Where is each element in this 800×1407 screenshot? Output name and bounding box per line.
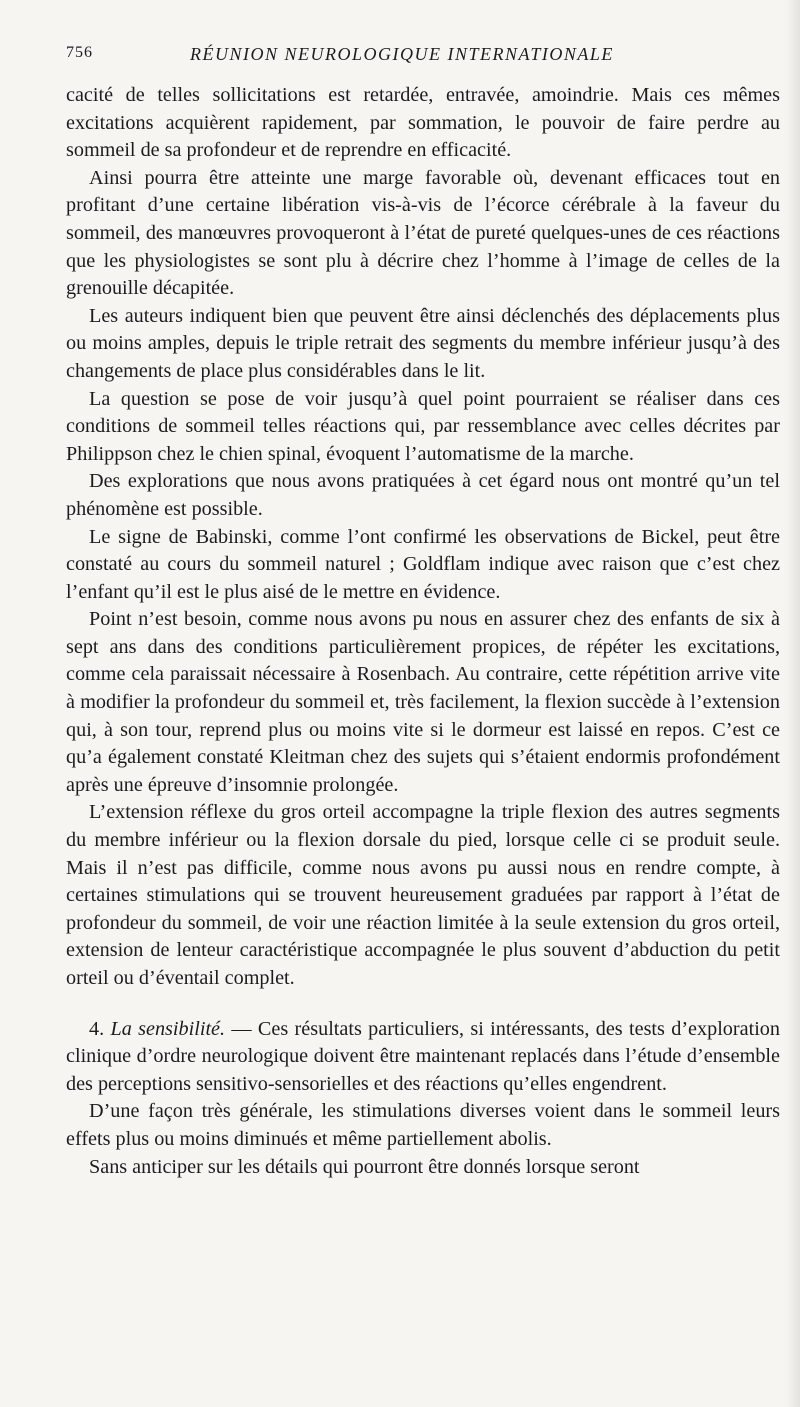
paragraph: L’extension réflexe du gros orteil accompagne la triple flexion des autres segments du membre inférieur ou la flexion dorsale du pied, lorsque celle ci se produit seule. Mais il n’est pas difficile, comme nous avons pu aussi nous en rendre compte, à certaines stimulations qui se trouvent heureusement graduées par rapport à l’état de profondeur du sommeil, de voir une réaction limitée à la seule extension du gros orteil, extension de lenteur caractéristique accompagnée le plus souvent d’abduction du petit orteil ou d’éventail complet. [66,801,780,989]
paragraph: Ainsi pourra être atteinte une marge favorable où, devenant efficaces tout en profitant d’une certaine libération vis-à-vis de l’écorce cérébrale à la faveur du sommeil, des manœuvres provoqueront à l’état de pureté quelques-unes de ces réactions que les physiologistes se sont plu à décrire chez l’homme à l’image de celles de la grenouille décapitée. [66,166,780,300]
paragraph: Les auteurs indiquent bien que peuvent être ainsi déclenchés des déplacements plus ou moins amples, depuis le triple retrait des segments du membre inférieur jusqu’à des changements de place plus considérables dans le lit. [66,304,780,382]
section-number: 4. [89,1017,105,1040]
section-paragraph [66,1016,780,1099]
paragraph: La question se pose de voir jusqu’à quel point pourraient se réaliser dans ces conditions de sommeil telles réactions qui, par ressemblance avec celles décrites par Philippson chez le chien spinal, évoquent l’automatisme de la marche. [66,387,780,465]
paragraph: Le signe de Babinski, comme l’ont confirmé les observations de Bickel, peut être constaté au cours du sommeil naturel ; Goldflam indique avec raison que c’est chez l’enfant qu’il est le plus aisé de le mettre en évidence. [66,525,780,603]
page-number: 756 [66,44,93,61]
page-header [66,44,780,70]
running-title: RÉUNION NEUROLOGIQUE INTERNATIONALE [190,44,614,64]
paragraph: D’une façon très générale, les stimulations diverses voient dans le sommeil leurs effets plus ou moins diminués et même partiellement abolis. [66,1100,780,1150]
page-edge-shadow [786,0,800,1407]
section-title: La sensibilité. [110,1017,226,1040]
paragraph: cacité de telles sollicitations est retardée, entravée, amoindrie. Mais ces mêmes excitations acquièrent rapidement, par sommation, le pouvoir de faire perdre au sommeil de sa profondeur et de reprendre en efficacité. [66,84,780,162]
body-text [66,82,780,1181]
paragraph: Point n’est besoin, comme nous avons pu nous en assurer chez des enfants de six à sept ans dans des conditions particulièrement propices, de répéter les excitations, comme cela paraissait nécessaire à Rosenbach. Au contraire, cette répétition arrive vite à modifier la profondeur du sommeil et, très facilement, la flexion succède à l’extension qui, à son tour, reprend plus ou moins vite si le dormeur est laissé en repos. C’est ce qu’a également constaté Kleitman chez des sujets qui s’étaient endormis profondément après une épreuve d’insomnie prolongée. [66,608,780,796]
paragraph: Sans anticiper sur les détails qui pourront être donnés lorsque seront [89,1155,640,1178]
paragraph: Des explorations que nous avons pratiquées à cet égard nous ont montré qu’un tel phénomène est possible. [66,470,780,520]
section-text: — Ces résultats particuliers, si intéressants, des tests d’exploration clinique d’ordre neurologique doivent être maintenant replacés dans l’étude d’ensemble des perceptions sensitivo-sensorielles et des réactions qu’elles engendrent. [66,1017,780,1095]
